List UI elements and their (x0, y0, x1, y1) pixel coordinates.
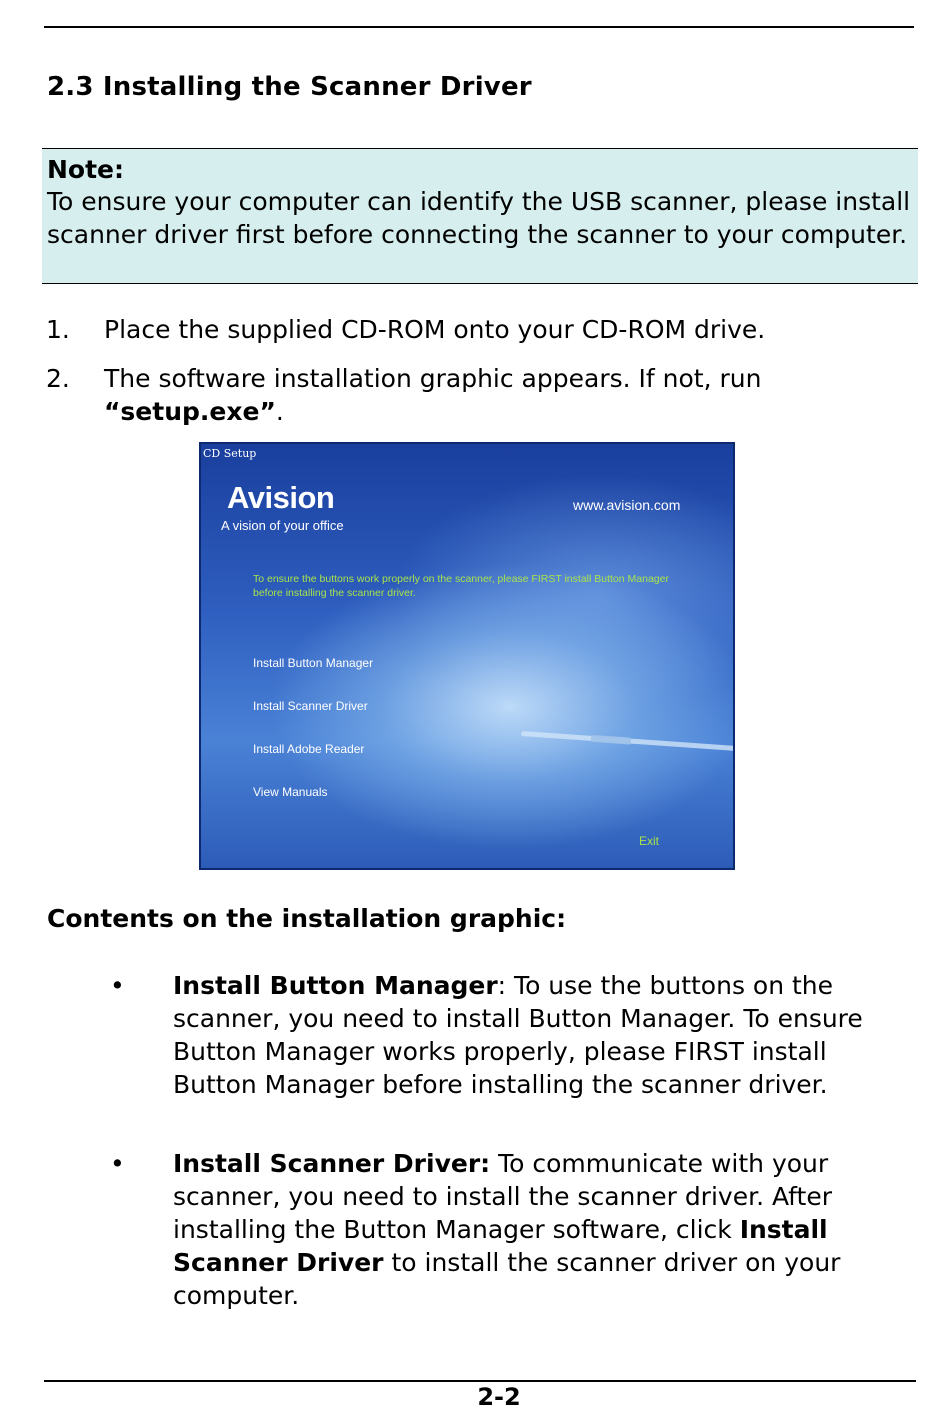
website-link[interactable]: www.avision.com (573, 497, 681, 513)
install-scanner-driver-link[interactable]: Install Scanner Driver (253, 699, 368, 713)
top-rule (44, 26, 914, 28)
list-item-sep: : (497, 971, 515, 1000)
step-number: 2. (46, 364, 70, 393)
list-item-desc: To use the buttons on the scanner, you need to install Button Manager. To ensure Button Manager works properly, please FIRST install Button Manager before installing the scanner driver. (173, 971, 863, 1099)
list-item-desc: to install the scanner driver on your computer. (173, 1248, 841, 1310)
step-2 (46, 362, 906, 432)
contents-heading: Contents on the installation graphic: (47, 904, 567, 933)
step-1 (46, 313, 906, 353)
list-item (110, 1147, 900, 1317)
window-title: CD Setup (203, 447, 257, 460)
list-item-term: Install Button Manager (173, 971, 498, 1000)
exit-button[interactable]: Exit (639, 834, 660, 848)
note-text: To ensure your computer can identify the USB scanner, please install scanner driver first before connecting the scanner to your computer. (47, 187, 911, 249)
pen-icon (521, 728, 735, 754)
note-title: Note: (47, 155, 125, 184)
view-manuals-link[interactable]: View Manuals (253, 785, 328, 799)
page-number: 2-2 (477, 1383, 521, 1411)
step-text-part: . (275, 397, 284, 426)
step-number: 1. (46, 315, 70, 344)
list-item-term: Install Scanner Driver: (173, 1149, 491, 1178)
section-title: 2.3 Installing the Scanner Driver (47, 72, 532, 102)
list-item-emphasis: Install Scanner Driver (173, 1215, 828, 1277)
install-warning: To ensure the buttons work properly on the scanner, please FIRST install Button Manager before installing the scanner driver. (253, 573, 669, 599)
list-item-text (173, 1147, 898, 1312)
step-text-part: The software installation graphic appears. If not, run (104, 364, 762, 393)
bullet-icon: • (110, 1149, 125, 1178)
list-item (110, 969, 900, 1139)
setup-exe-filename: “setup.exe” (104, 397, 276, 426)
list-item-desc: To communicate with your scanner, you need to install the scanner driver. After installing the Button Manager software, click (173, 1149, 832, 1244)
install-button-manager-link[interactable]: Install Button Manager (253, 656, 374, 670)
bullet-icon: • (110, 971, 125, 1000)
install-adobe-reader-link[interactable]: Install Adobe Reader (253, 742, 365, 756)
step-text: Place the supplied CD-ROM onto your CD-ROM drive. (104, 315, 766, 344)
list-item-sep (490, 1149, 498, 1178)
logo-tagline: A vision of your office (221, 518, 344, 533)
cd-setup-screenshot (199, 442, 735, 870)
bottom-rule (44, 1380, 916, 1382)
list-item-text (173, 969, 898, 1101)
note-box (42, 148, 918, 284)
avision-logo: Avision (227, 480, 335, 515)
step-text (104, 362, 884, 428)
